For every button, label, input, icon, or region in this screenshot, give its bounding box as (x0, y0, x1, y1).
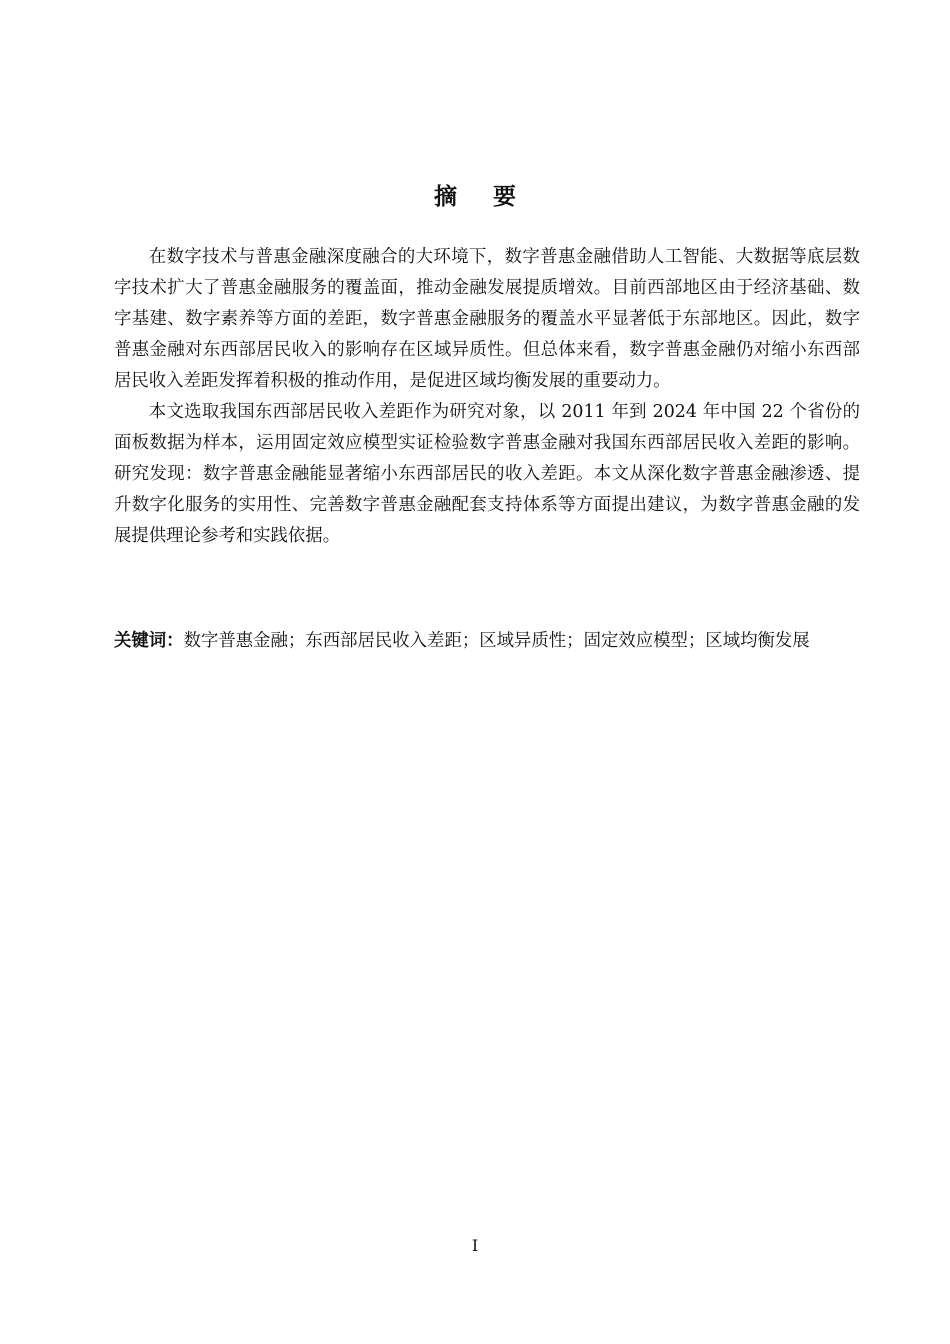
keywords-line (114, 626, 860, 656)
abstract-body (114, 242, 860, 552)
keywords-label: 关键词： (114, 631, 184, 651)
page-title: 摘要 (434, 184, 552, 210)
page-number: I (471, 1236, 479, 1255)
keywords-text: 数字普惠金融；东西部居民收入差距；区域异质性；固定效应模型；区域均衡发展 (183, 631, 810, 651)
abstract-paragraph-1: 在数字技术与普惠金融深度融合的大环境下，数字普惠金融借助人工智能、大数据等底层数字技术扩大了普惠金融服务的覆盖面，推动金融发展提质增效。目前西部地区由于经济基础、数字基建、数字素养等方面的差距，数字普惠金融服务的覆盖水平显著低于东部地区。因此，数字普惠金融对东西部居民收入的影响存在区域异质性。但总体来看，数字普惠金融仍对缩小东西部居民收入差距发挥着积极的推动作用，是促进区域均衡发展的重要动力。 (114, 247, 860, 391)
abstract-paragraph-2: 本文选取我国东西部居民收入差距作为研究对象，以 2011 年到 2024 年中国 22 个省份的面板数据为样本，运用固定效应模型实证检验数字普惠金融对我国东西部居民收入差距的影响。研究发现：数字普惠金融能显著缩小东西部居民的收入差距。本文从深化数字普惠金融渗透、提升数字化服务的实用性、完善数字普惠金融配套支持体系等方面提出建议，为数字普惠金融的发展提供理论参考和实践依据。 (114, 402, 860, 546)
